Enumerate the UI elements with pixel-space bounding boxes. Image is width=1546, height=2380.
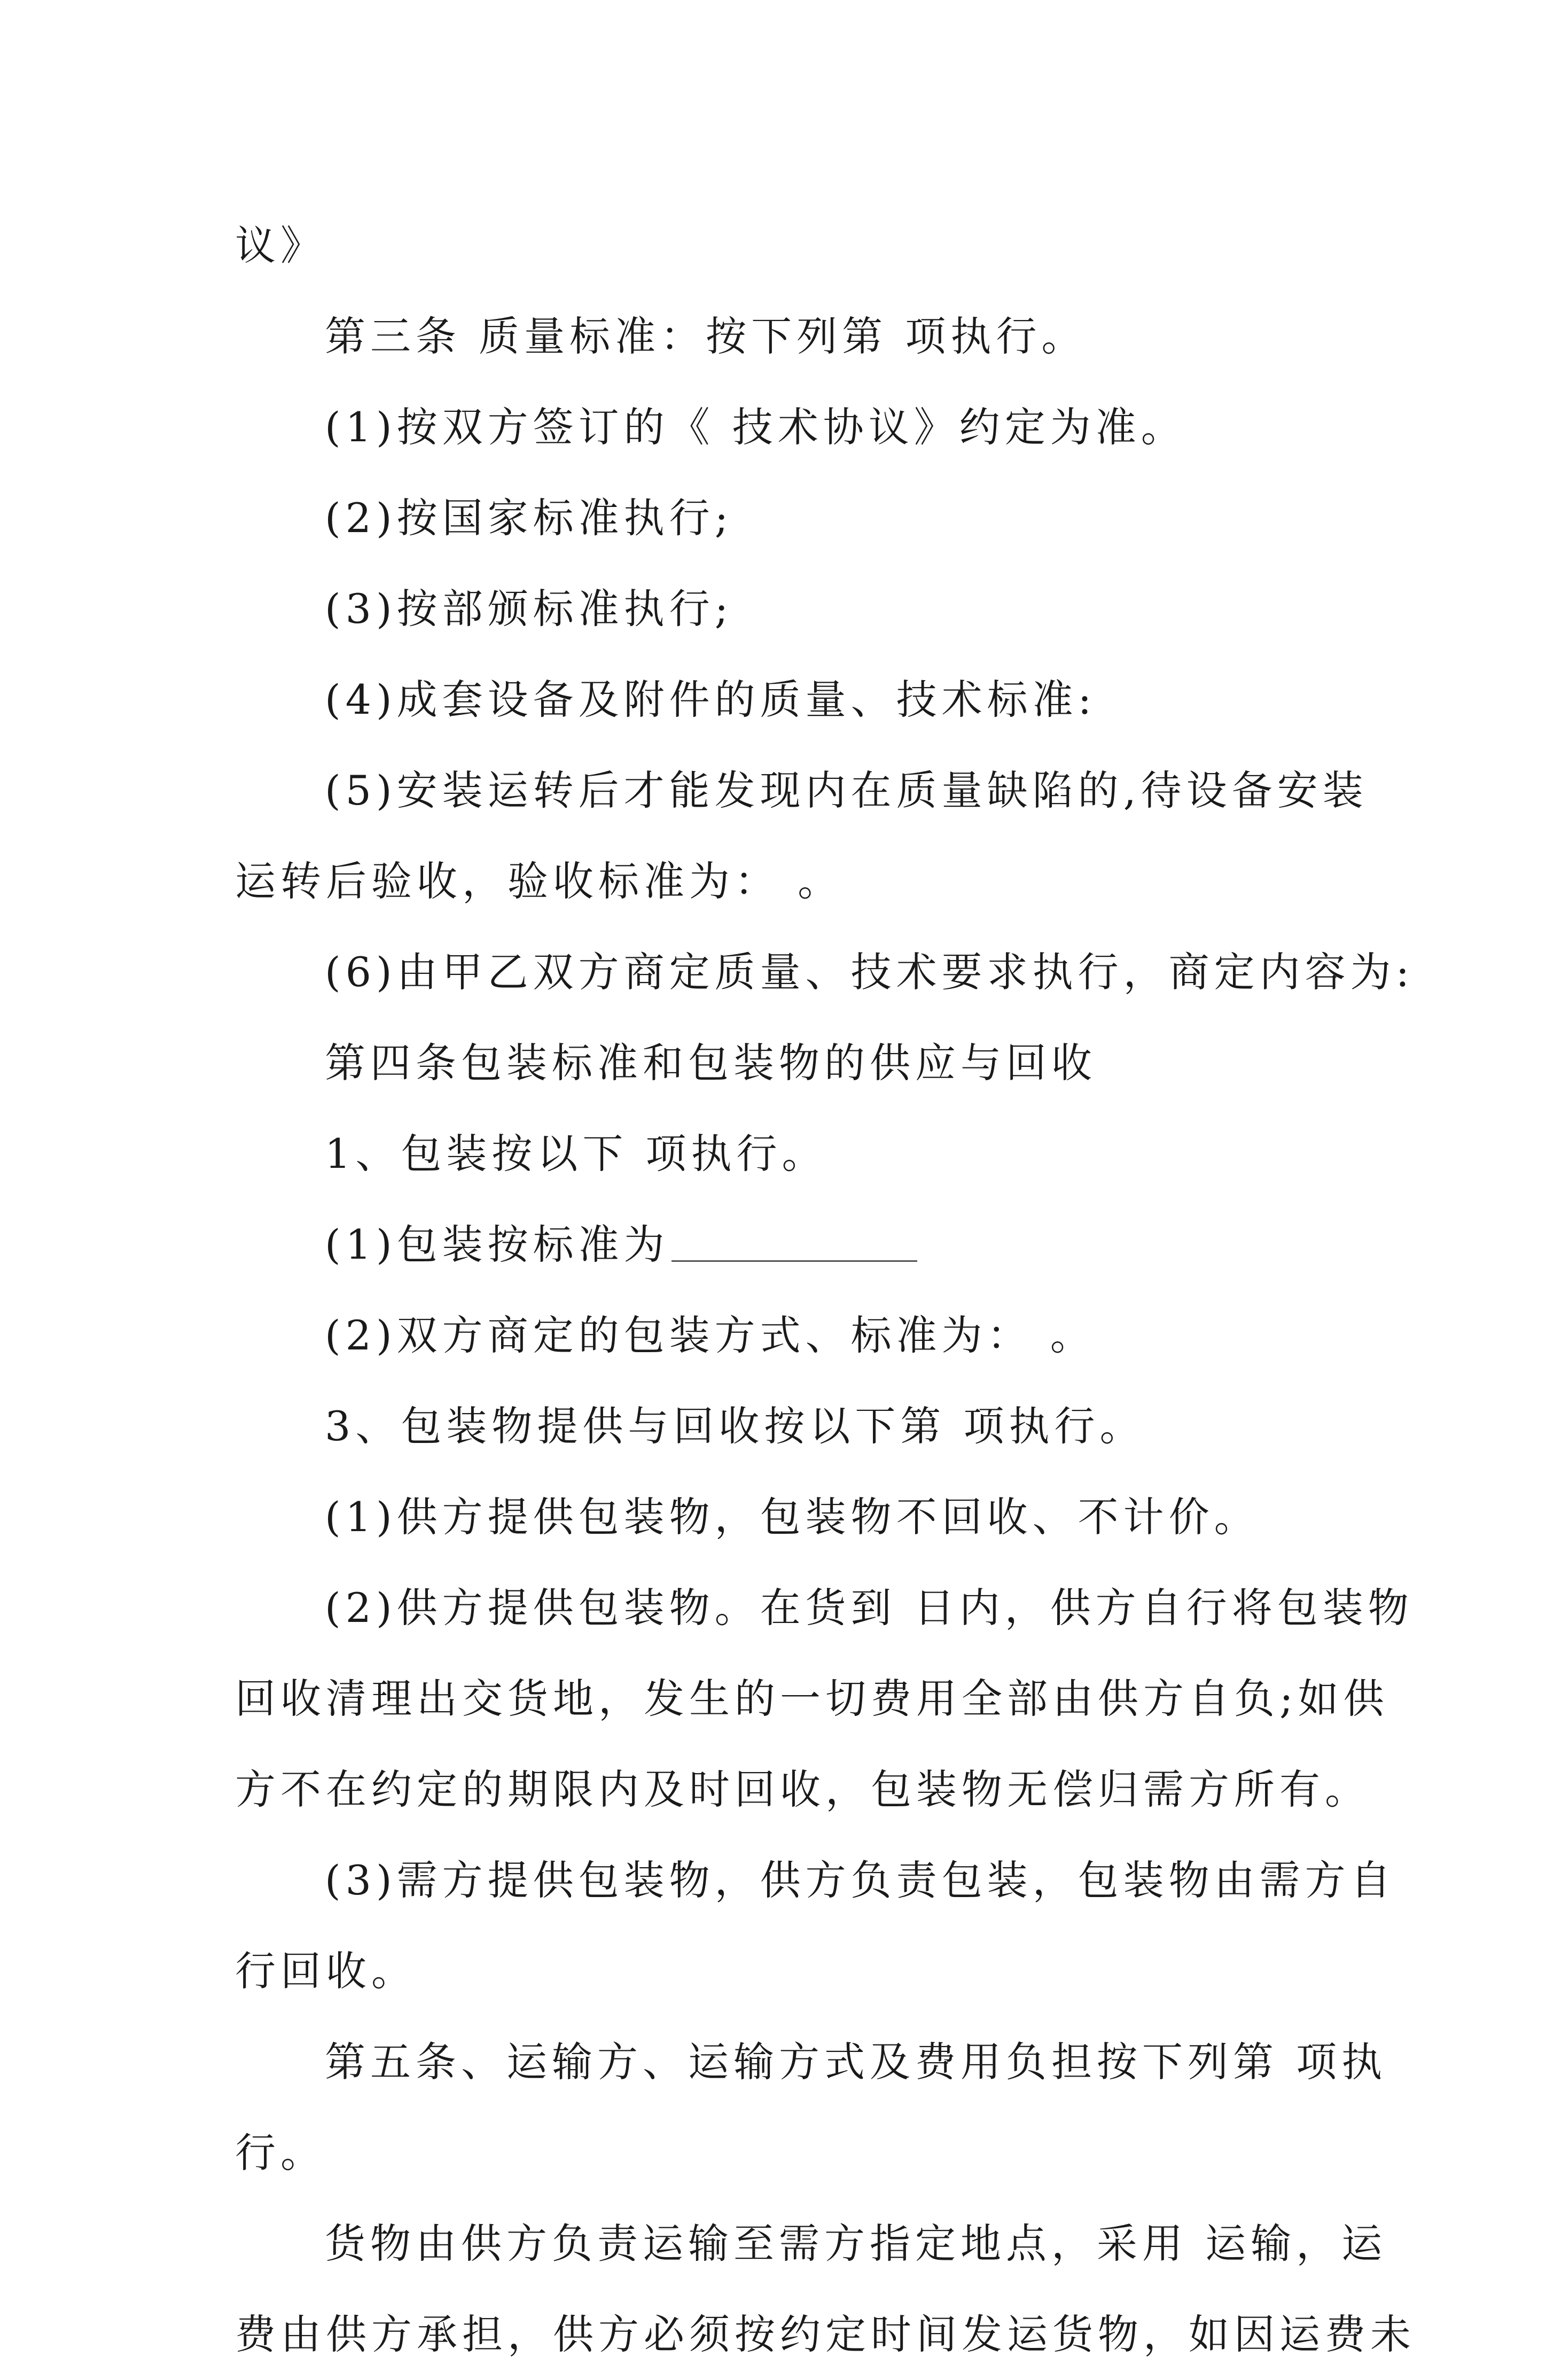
- line-text: (3)按部颁标准执行;: [325, 585, 733, 633]
- text-line: [235, 1653, 1389, 1744]
- text-line: [235, 654, 1319, 745]
- line-text: (1)包装按标准为: [325, 1221, 669, 1268]
- fill-in-blank: [672, 1225, 917, 1262]
- line-text: (2)双方商定的包装方式、标准为： 。: [325, 1312, 1096, 1359]
- line-text: (1)按双方签订的《 技术协议》约定为准。: [325, 403, 1186, 451]
- text-line: [235, 1563, 1414, 1653]
- text-line: [235, 1926, 1319, 2017]
- line-text: 行。: [235, 2129, 326, 2176]
- article-3-heading: [235, 291, 1319, 382]
- text-line: [235, 473, 1319, 564]
- text-line: [235, 1199, 1319, 1290]
- text-line: [235, 2108, 1319, 2198]
- line-text: 费由供方承担，供方必须按约定时间发运货物，如因运费未: [235, 2311, 1416, 2358]
- line-text: (5)安装运转后才能发现内在质量缺陷的,待设备安装: [325, 767, 1368, 814]
- line-text: 议》: [235, 222, 326, 269]
- article-5-heading: [235, 2017, 1387, 2108]
- text-line: [235, 564, 1319, 654]
- line-text: 3、包装物提供与回收按以下第 项执行。: [325, 1402, 1145, 1450]
- text-line: [235, 1290, 1319, 1381]
- line-text: (4)成套设备及附件的质量、技术标准:: [325, 676, 1097, 723]
- line-text: 货物由供方负责运输至需方指定地点，采用 运输，运: [325, 2220, 1387, 2267]
- text-line: [235, 836, 1319, 927]
- text-line: [235, 1109, 1319, 1199]
- text-line: [235, 200, 1319, 291]
- text-line: [235, 927, 1415, 1018]
- line-text: 行回收。: [235, 1947, 417, 1995]
- line-text: (1)供方提供包装物，包装物不回收、不计价。: [325, 1493, 1260, 1541]
- text-line: [235, 1381, 1319, 1472]
- line-text: (2)供方提供包装物。在货到 日内，供方自行将包装物: [325, 1584, 1414, 1632]
- line-text: 第四条包装标准和包装物的供应与回收: [325, 1039, 1097, 1087]
- line-text: 运转后验收，验收标准为： 。: [235, 857, 844, 905]
- text-line: [235, 382, 1319, 473]
- text-line: [235, 2198, 1387, 2289]
- line-text: (6)由甲乙双方商定质量、技术要求执行，商定内容为:: [325, 948, 1415, 996]
- line-text: (3)需方提供包装物，供方负责包装，包装物由需方自: [325, 1856, 1396, 1904]
- text-line: [235, 1835, 1396, 1926]
- text-line: [235, 1744, 1370, 1835]
- article-4-heading: [235, 1018, 1319, 1109]
- line-text: 1、包装按以下 项执行。: [325, 1130, 827, 1177]
- line-text: 方不在约定的期限内及时回收，包装物无偿归需方所有。: [235, 1766, 1370, 1813]
- document-body: [235, 200, 1416, 2380]
- text-line: [235, 745, 1368, 836]
- line-text: 第五条、运输方、运输方式及费用负担按下列第 项执: [325, 2038, 1387, 2086]
- line-text: (2)按国家标准执行;: [325, 494, 733, 542]
- line-text: 回收清理出交货地，发生的一切费用全部由供方自负;如供: [235, 1675, 1389, 1722]
- text-line: [235, 2289, 1416, 2380]
- text-line: [235, 1472, 1319, 1563]
- line-text: 第三条 质量标准：按下列第 项执行。: [325, 313, 1087, 360]
